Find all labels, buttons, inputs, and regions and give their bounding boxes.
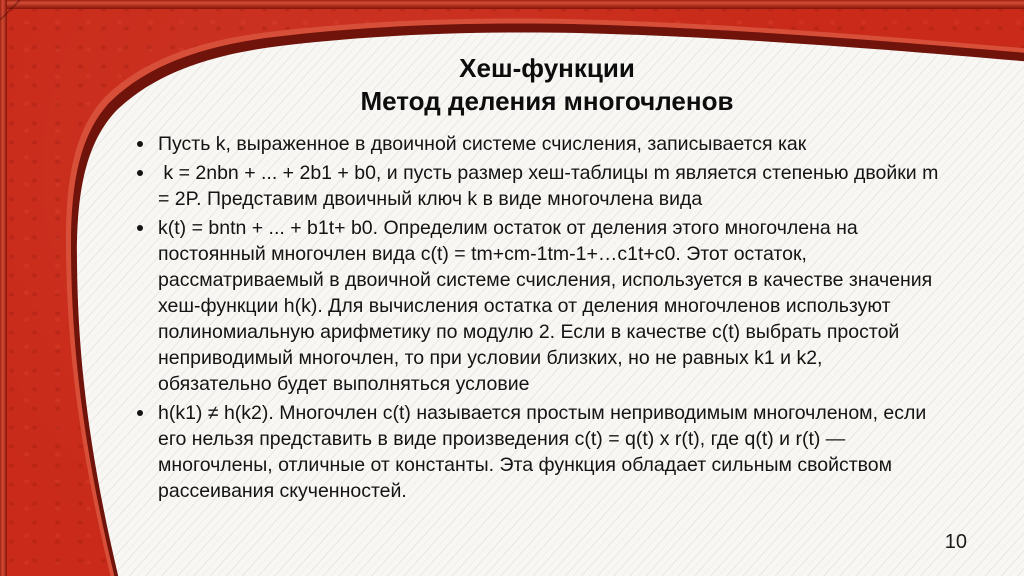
bullet-marker	[135, 160, 158, 186]
slide-title-line-1: Хеш-функции	[459, 53, 635, 83]
bullet-item	[135, 160, 944, 212]
slide-title-line-2: Метод деления многочленов	[360, 86, 734, 116]
slide-title	[70, 52, 1024, 118]
page-number: 10	[944, 531, 967, 553]
bullet-text: Пусть k, выраженное в двоичной системе счисления, записывается как	[158, 133, 807, 155]
bullet-item	[135, 215, 941, 397]
bullet-text: k = 2nbn + ... + 2b1 + b0, и пусть размер хеш-таблицы m является степенью двойки m = 2P. Представим двоичный ключ k в виде многочлена вида	[158, 162, 944, 210]
bullet-text: h(k1) ≠ h(k2). Многочлен c(t) называется простым неприводимым многочленом, если его нельзя представить в виде произведения c(t) = q(t) x r(t), где q(t) и r(t) — многочлены, отличные от константы. Эта функция обладает сильным свойством рассеивания скученностей.	[158, 402, 932, 502]
bullet-marker	[135, 215, 158, 241]
bullet-item	[135, 131, 941, 157]
bullet-text: k(t) = bntn + ... + b1t+ b0. Определим остаток от деления этого многочлена на постоянный многочлен вида c(t) = tm+cm-1tm-1+…c1t+c0. Этот остаток, рассматриваемый в двоичной системе счисления, используется в качестве значения хеш-функции h(k). Для вычисления остатка от деления многочленов используют полиномиальную арифметику по модулю 2. Если в качестве c(t) выбрать простой неприводимый многочлен, то при условии близких, но не равных k1 и k2, обязательно будет выполняться условие	[158, 217, 938, 395]
bullet-marker	[135, 131, 158, 157]
bullet-list	[135, 131, 944, 507]
bullet-marker	[135, 400, 158, 426]
bullet-item	[135, 400, 941, 504]
